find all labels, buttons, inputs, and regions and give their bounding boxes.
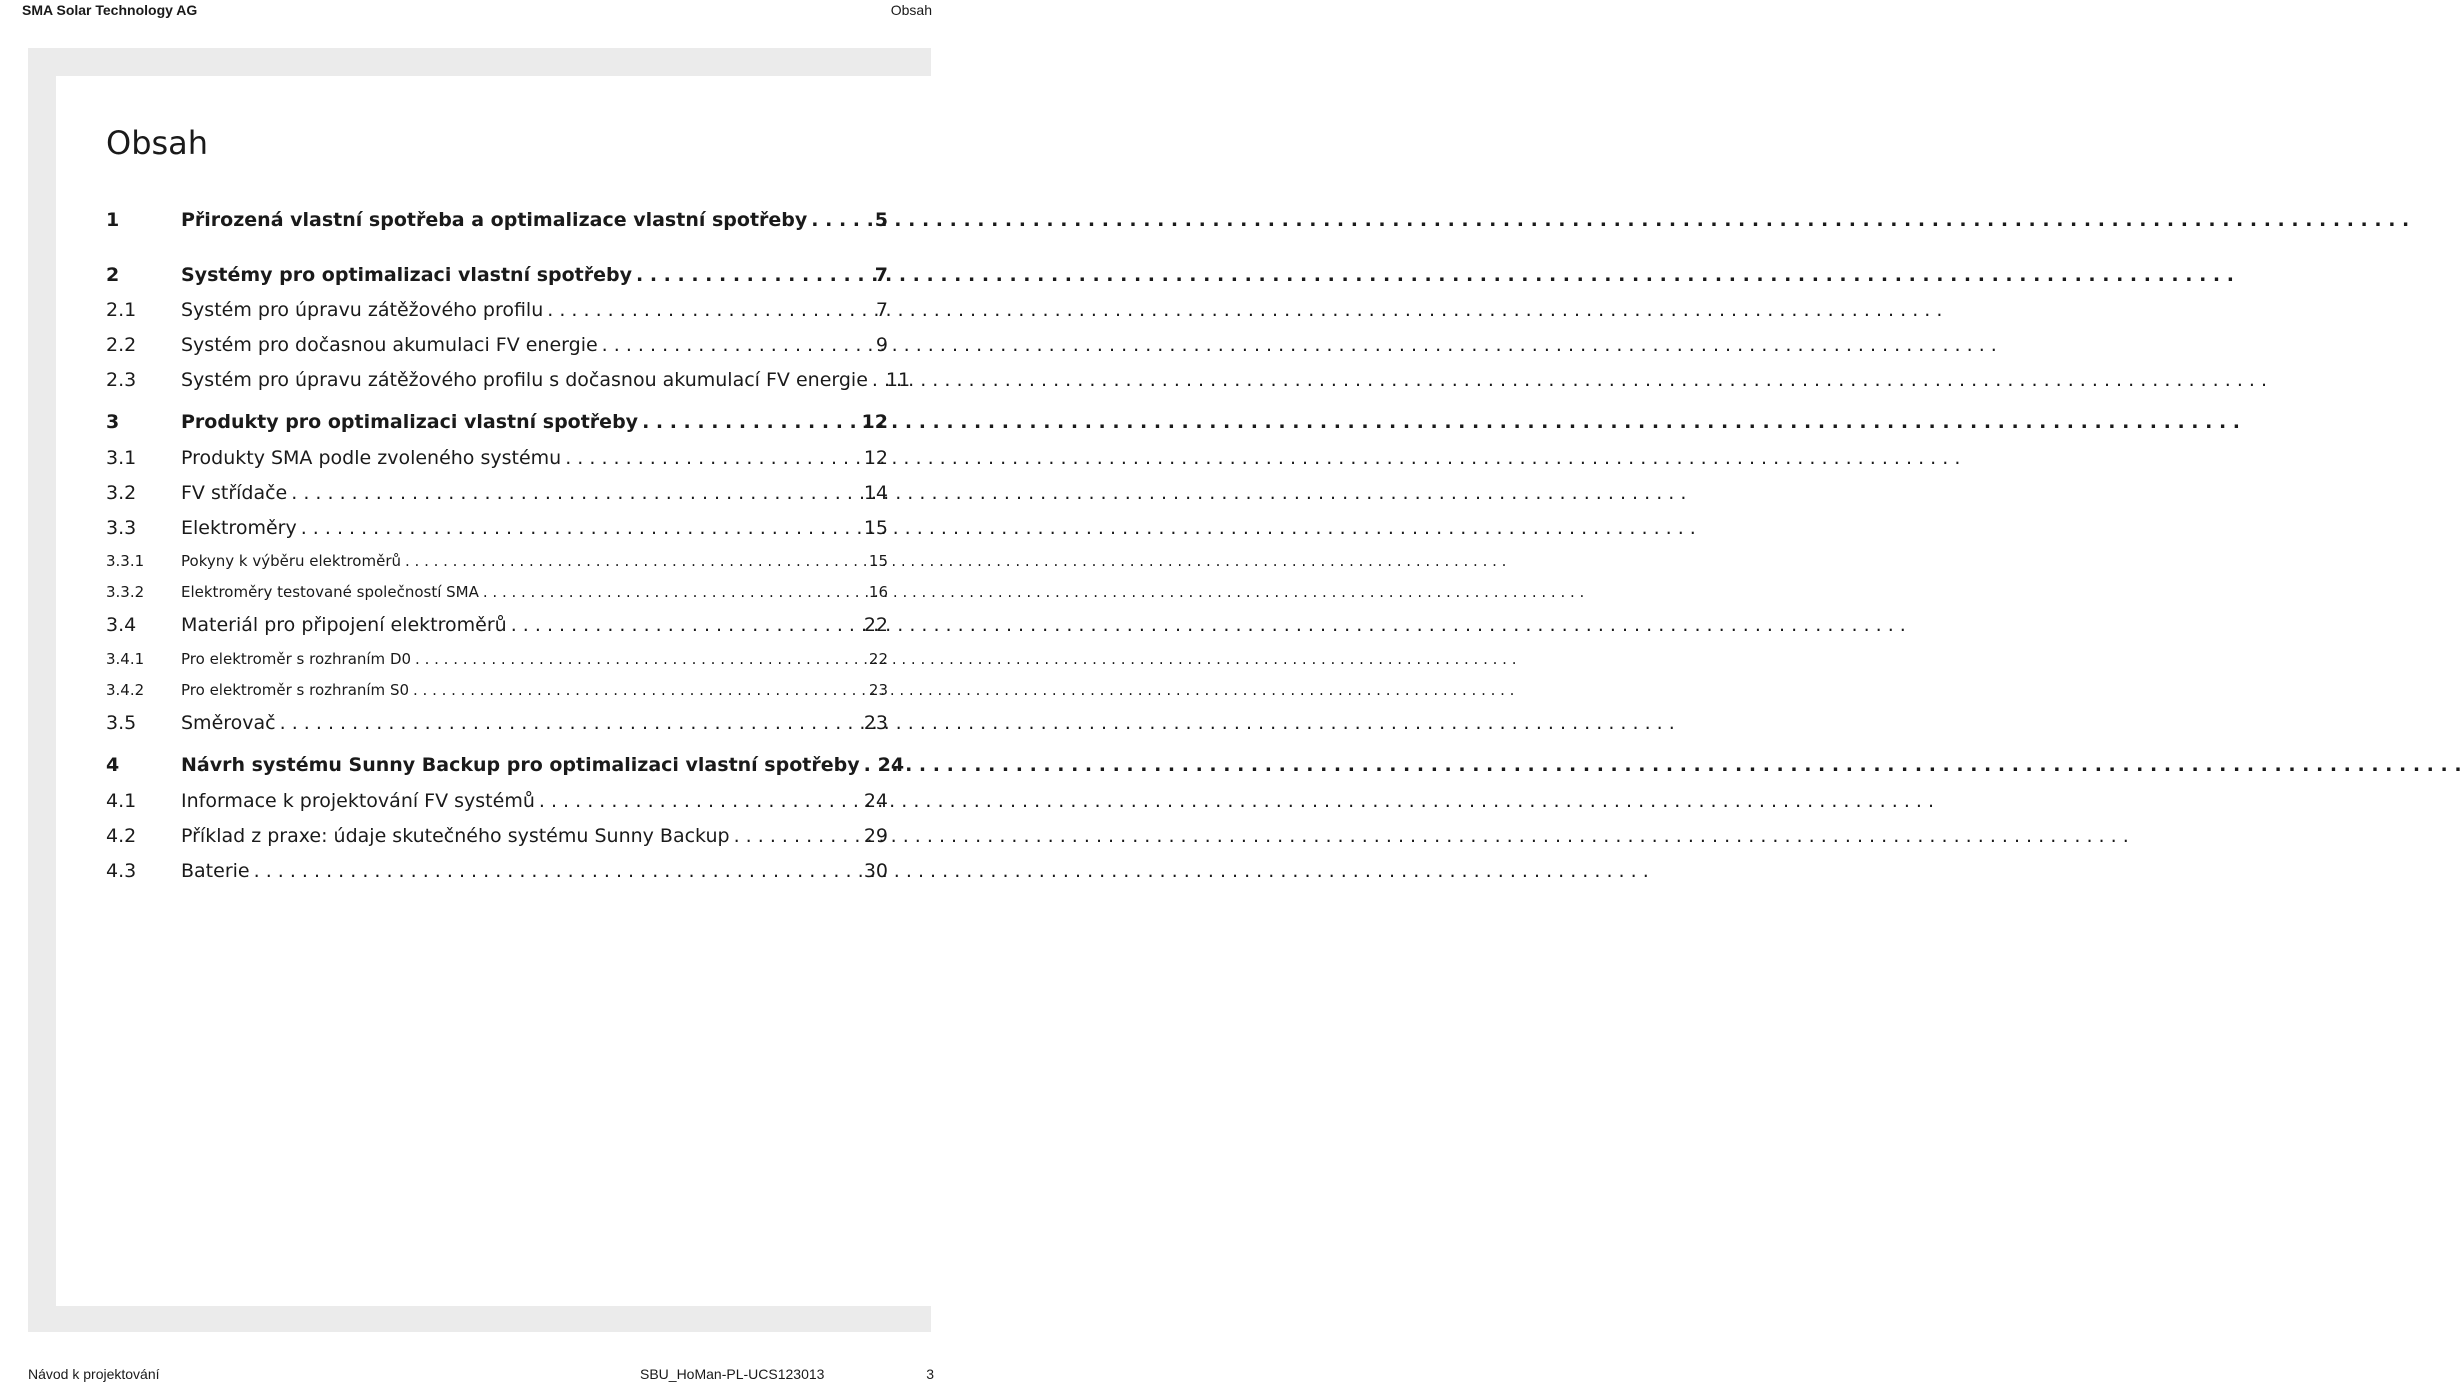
toc-entry-page: 7 <box>874 264 888 286</box>
toc-entry-label: Přirozená vlastní spotřeba a optimalizace vlastní spotřeby <box>181 209 808 231</box>
toc-entry-page: 12 <box>861 411 888 433</box>
toc-entry[interactable] <box>106 264 888 292</box>
toc-entry-number: 4.1 <box>106 790 137 812</box>
toc-dot-leader <box>864 754 874 776</box>
toc-entry-number: 3.4.1 <box>106 650 145 668</box>
toc-dot-leader <box>280 712 860 734</box>
toc-entry-label: FV střídače <box>181 482 288 504</box>
toc-entry-label: Materiál pro připojení elektroměrů <box>181 614 507 636</box>
toc-dot-leader <box>511 614 860 636</box>
toc-dot-leader <box>301 517 860 539</box>
toc-entry-page: 30 <box>863 860 888 882</box>
toc-entry-page: 24 <box>877 754 905 776</box>
toc-entry-label: Návrh systému Sunny Backup pro optimalizaci vlastní spotřeby <box>181 754 860 776</box>
toc-entry[interactable] <box>106 583 888 611</box>
toc-entry-page: 15 <box>863 517 888 539</box>
toc-dot-leader <box>872 369 882 391</box>
toc-entry-page: 22 <box>863 614 888 636</box>
toc-entry-label: Pro elektroměr s rozhraním S0 <box>181 681 410 699</box>
toc-entry-label: Elektroměry testované společností SMA <box>181 583 479 601</box>
toc-entry-page: 7 <box>875 299 888 321</box>
toc-entry-page: 23 <box>868 681 888 699</box>
toc-entry[interactable] <box>106 299 888 327</box>
page-title: Obsah <box>106 124 209 162</box>
toc-dot-leader <box>636 264 871 286</box>
toc-entry-page: 22 <box>868 650 888 668</box>
toc-dot-leader <box>642 411 857 433</box>
toc-entry-label: Baterie <box>181 860 250 882</box>
toc-entry-label: Pokyny k výběru elektroměrů <box>181 552 401 570</box>
toc-dot-leader <box>734 825 860 847</box>
toc-dot-leader <box>405 552 865 570</box>
toc-entry-number: 2.2 <box>106 334 137 356</box>
toc-entry-label: Systém pro dočasnou akumulaci FV energie <box>181 334 598 356</box>
toc-entry[interactable] <box>106 447 888 475</box>
toc-entry[interactable] <box>106 681 888 709</box>
toc-dot-leader <box>254 860 860 882</box>
toc-entry[interactable] <box>106 552 888 580</box>
toc-entry[interactable] <box>106 482 888 510</box>
company-name: SMA Solar Technology AG <box>22 2 198 18</box>
toc-entry-label: Příklad z praxe: údaje skutečného systému Sunny Backup <box>181 825 730 847</box>
toc-entry-page: 16 <box>868 583 888 601</box>
toc-entry-page: 12 <box>863 447 888 469</box>
toc-entry-label: Systémy pro optimalizaci vlastní spotřeby <box>181 264 632 286</box>
toc-entry-number: 2 <box>106 264 120 286</box>
toc-entry-number: 3.3.2 <box>106 583 145 601</box>
toc-entry-page: 9 <box>875 334 888 356</box>
toc-entry-page: 14 <box>863 482 888 504</box>
toc-dot-leader <box>413 681 865 699</box>
toc-entry[interactable] <box>106 517 888 545</box>
toc-dot-leader <box>415 650 865 668</box>
toc-entry[interactable] <box>106 860 888 888</box>
footer-page-number: 3 <box>926 1366 934 1382</box>
toc-entry-page: 23 <box>863 712 888 734</box>
toc-entry[interactable] <box>106 712 888 740</box>
toc-entry-label: Elektroměry <box>181 517 297 539</box>
toc-entry[interactable] <box>106 790 888 818</box>
footer-doc-code: SBU_HoMan-PL-UCS123013 <box>640 1366 825 1382</box>
toc-entry-number: 3.1 <box>106 447 137 469</box>
toc-entry-page: 24 <box>863 790 888 812</box>
toc-dot-leader <box>565 447 860 469</box>
toc-entry[interactable] <box>106 650 888 678</box>
toc-entry-number: 2.3 <box>106 369 137 391</box>
toc-entry-number: 3.3 <box>106 517 137 539</box>
page-header <box>0 0 960 24</box>
toc-entry-number: 4.3 <box>106 860 137 882</box>
toc-entry-number: 3 <box>106 411 120 433</box>
toc-entry-number: 3.5 <box>106 712 137 734</box>
toc-entry-number: 1 <box>106 209 120 231</box>
toc-dot-leader <box>539 790 860 812</box>
toc-entry[interactable] <box>106 369 911 397</box>
toc-dot-leader <box>291 482 860 504</box>
toc-entry-label: Produkty pro optimalizaci vlastní spotřeby <box>181 411 639 433</box>
toc-entry-label: Systém pro úpravu zátěžového profilu s dočasnou akumulací FV energie <box>181 369 868 391</box>
toc-entry[interactable] <box>106 754 905 782</box>
toc-entry[interactable] <box>106 411 888 439</box>
toc-entry-page: 29 <box>863 825 888 847</box>
toc-entry-number: 3.2 <box>106 482 137 504</box>
content-panel <box>28 48 931 1332</box>
toc-dot-leader <box>483 583 865 601</box>
toc-entry[interactable] <box>106 334 888 362</box>
toc-entry[interactable] <box>106 209 888 237</box>
toc-entry-number: 4.2 <box>106 825 137 847</box>
toc-entry-page: 11 <box>885 369 911 391</box>
toc-entry-page: 15 <box>868 552 888 570</box>
toc-entry[interactable] <box>106 825 888 853</box>
footer-doc-title: Návod k projektování <box>28 1366 160 1382</box>
toc-dot-leader <box>811 209 870 231</box>
toc-entry-label: Produkty SMA podle zvoleného systému <box>181 447 562 469</box>
toc-entry-label: Směrovač <box>181 712 276 734</box>
toc-entry-label: Pro elektroměr s rozhraním D0 <box>181 650 412 668</box>
toc-entry-number: 3.3.1 <box>106 552 145 570</box>
toc-dot-leader <box>602 334 872 356</box>
toc-entry-label: Informace k projektování FV systémů <box>181 790 535 812</box>
toc-entry-number: 2.1 <box>106 299 137 321</box>
toc-dot-leader <box>547 299 872 321</box>
toc-entry-number: 3.4.2 <box>106 681 145 699</box>
toc-page <box>56 76 932 1306</box>
toc-entry-number: 4 <box>106 754 120 776</box>
toc-entry-number: 3.4 <box>106 614 137 636</box>
toc-entry[interactable] <box>106 614 888 642</box>
toc-entry-label: Systém pro úpravu zátěžového profilu <box>181 299 544 321</box>
page-footer <box>0 1366 960 1388</box>
header-section-title: Obsah <box>890 2 932 18</box>
toc-entry-page: 5 <box>874 209 888 231</box>
